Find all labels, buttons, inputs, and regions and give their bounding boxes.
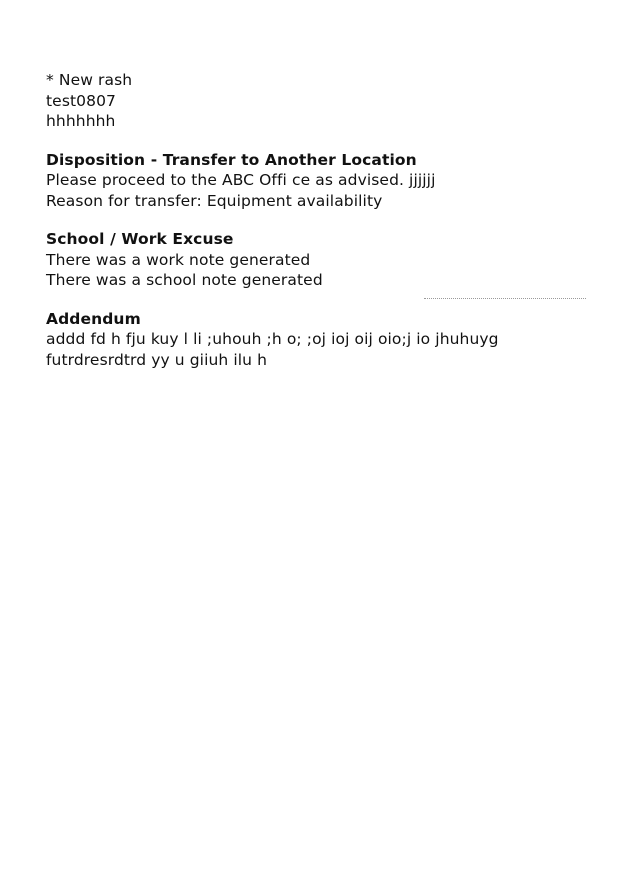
section-line: addd fd h fju kuy l li ;uhouh ;h o; ;oj ioj oij oio;j io jhuhuyg (46, 330, 499, 348)
section-line: There was a work note generated (46, 250, 311, 269)
section-heading: Disposition - Transfer to Another Location (46, 150, 417, 169)
school-work-excuse-section (46, 229, 606, 291)
section-line: futrdresrdtrd yy u giiuh ilu h (46, 350, 268, 369)
disposition-section (46, 150, 606, 212)
section-line: Reason for transfer: Equipment availability (46, 191, 383, 210)
section-heading: Addendum (46, 309, 141, 328)
intro-line: * New rash (46, 71, 133, 89)
section-line: Please proceed to the ABC Offi ce as advised. jjjjjj (46, 171, 436, 189)
section-heading: School / Work Excuse (46, 230, 234, 248)
intro-block (46, 70, 606, 132)
intro-line: test0807 (46, 91, 117, 110)
section-line: There was a school note generated (46, 271, 323, 289)
intro-line: hhhhhhh (46, 112, 116, 130)
document-content (46, 70, 606, 370)
addendum-section (46, 309, 606, 371)
dotted-divider (424, 298, 586, 299)
